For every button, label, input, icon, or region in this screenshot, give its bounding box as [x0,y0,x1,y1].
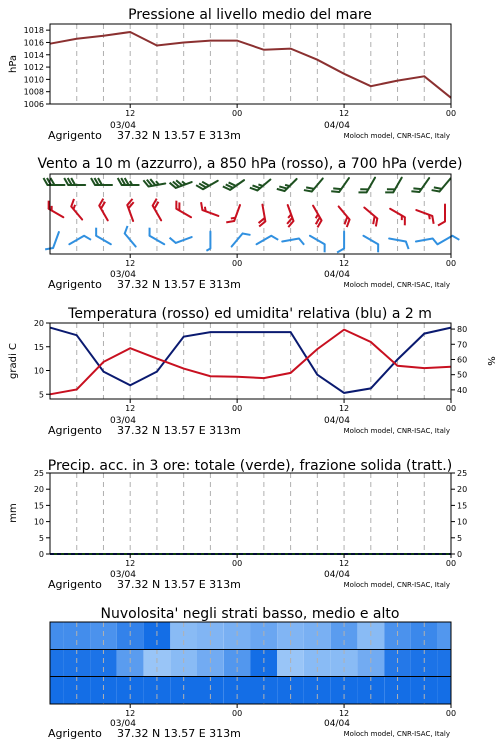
y-tick-label: 10 [33,517,44,527]
wind-coords: 37.32 N 13.57 E 313m [117,278,241,291]
humidity-y-ticks [451,325,467,395]
wind-barb-flag [321,244,328,252]
wind-date-1: 03/04 [110,270,136,280]
temperature-coords: 37.32 N 13.57 E 313m [117,424,241,437]
wind-barb [414,210,436,224]
y-tick-label: 1012 [23,63,44,73]
x-tick-label: 12 [125,709,136,718]
y-tick-label: 1018 [23,26,44,36]
wind-barb-flag [45,246,53,252]
wind-barb [438,234,460,251]
wind-barb [143,177,165,188]
wind-barb [199,202,221,216]
pressure-location: Agrigento [48,129,102,142]
y-tick-label: 5 [38,390,44,400]
wind-barb-flag [170,236,176,244]
wind-barb [97,199,114,221]
wind-barb-flag [122,226,130,234]
wind-barb [307,206,324,228]
wind-barb [331,174,349,195]
wind-barb-flag [438,222,445,226]
cloud-cell [438,677,451,704]
wind-barb [223,174,244,192]
wind-barb [416,238,438,249]
temperature-series-line [50,330,451,395]
temperature-title: Temperatura (rosso) ed umidita' relativa (blu) a 2 m [68,306,432,322]
wind-barb [196,175,218,192]
precipitation-credit: Moloch model, CNR-ISAC, Italy [343,581,450,589]
y-tick-label: 15 [33,342,44,352]
x-tick-label: 00 [445,404,457,413]
pressure-x-ticks [125,104,456,118]
wind-barb [170,231,192,245]
precipitation-location: Agrigento [48,578,102,591]
wind-barb [282,238,304,249]
precipitation-y-ticks-right [451,469,467,559]
wind-barb [304,174,323,195]
cloud-title: Nuvolosita' negli strati basso, medio e alto [100,606,400,622]
y-tick-label: 5 [457,533,463,543]
wind-barb-flag [299,238,304,246]
wind-barb [432,174,451,195]
x-tick-label: 00 [232,404,243,413]
wind-barb-flag [452,234,459,242]
humidity-y-label: % [485,356,496,366]
x-tick-label: 00 [232,259,243,268]
precipitation-grid [77,473,425,554]
x-tick-label: 12 [338,709,350,718]
wind-location: Agrigento [48,278,102,291]
wind-barb [151,199,168,221]
wind-barb [69,234,91,251]
x-tick-label: 12 [338,559,350,568]
wind-barb [256,205,267,227]
wind-barb-shaft [53,232,59,248]
y-tick-label: 1010 [23,75,44,85]
wind-panel [37,156,462,291]
wind-barb [45,230,59,252]
temperature-x-ticks [125,399,456,413]
precipitation-date-1: 03/04 [110,570,136,580]
y-tick-label: 70 [457,340,468,350]
y-tick-label: 5 [38,533,44,543]
wind-barb-flag [271,234,278,242]
y-tick-label: 20 [457,485,468,495]
cloud-cell [50,649,63,676]
pressure-series-line [50,32,451,98]
precipitation-date-2: 04/04 [324,570,350,580]
wind-barb-flag [84,234,91,242]
wind-barb [411,174,429,195]
pressure-y-label: hPa [8,54,19,74]
y-tick-label: 1014 [23,50,44,60]
wind-barb [126,199,140,221]
wind-barb-shaft [438,236,453,245]
wind-barb [44,178,65,185]
wind-barb-half-flag [206,249,210,251]
wind-barb-flag [93,228,100,236]
temperature-y-label: gradi C [8,343,19,379]
wind-barbs [44,174,460,253]
pressure-frame [50,24,451,104]
wind-title: Vento a 10 m (azzurro), a 850 hPa (rosso), a 700 hPa (verde) [37,156,463,172]
x-tick-label: 12 [125,559,136,568]
wind-barb [388,239,410,250]
y-tick-label: 10 [33,366,44,376]
y-tick-label: 25 [457,469,468,478]
wind-barb [226,203,240,225]
wind-barb [438,205,445,226]
wind-barb [91,178,112,185]
y-tick-label: 15 [457,501,468,511]
wind-barb [206,232,210,251]
x-tick-label: 00 [232,109,243,118]
cloud-date-1: 03/04 [110,719,136,729]
cloud-cell [50,622,63,649]
x-tick-label: 12 [338,109,350,118]
x-tick-label: 00 [445,709,457,718]
temperature-date-2: 04/04 [324,416,350,426]
pressure-title: Pressione al livello medio del mare [128,7,372,23]
wind-date-2: 04/04 [324,270,350,280]
wind-barb [277,174,297,194]
cloud-cell [438,622,451,649]
wind-barb-flag [146,228,153,236]
precipitation-panel [8,458,467,591]
y-tick-label: 0 [457,550,463,559]
temperature-panel [8,306,496,437]
wind-barb [281,205,295,227]
x-tick-label: 00 [445,559,457,568]
wind-barb-shaft [125,233,136,246]
y-tick-label: 60 [457,355,468,365]
wind-barb [118,178,139,185]
y-tick-label: 1006 [23,100,44,109]
cloud-cells [50,622,451,704]
cloud-coords: 37.32 N 13.57 E 313m [117,727,241,740]
wind-barb-flag [337,249,344,253]
wind-barb [360,208,381,227]
wind-barb [45,201,67,218]
y-tick-label: 25 [33,469,44,478]
cloud-credit: Moloch model, CNR-ISAC, Italy [343,730,450,738]
wind-x-ticks [125,254,456,268]
wind-barb [337,232,344,253]
y-tick-label: 1008 [23,87,44,97]
cloud-cell [50,677,63,704]
wind-barb [69,199,88,220]
pressure-date-2: 04/04 [324,121,350,131]
wind-barb-flag [226,219,234,225]
wind-barb-flag [243,230,251,238]
pressure-coords: 37.32 N 13.57 E 313m [117,129,241,142]
x-tick-label: 12 [125,109,136,118]
wind-barb [122,226,141,247]
cloud-location: Agrigento [48,727,102,740]
pressure-panel [8,7,456,142]
wind-barb-shaft [232,233,243,246]
cloud-x-ticks [125,704,456,718]
x-tick-label: 00 [445,259,457,268]
y-tick-label: 20 [33,319,44,328]
cloud-panel [48,606,456,740]
precipitation-y-label: mm [8,503,19,523]
wind-barb-flag [199,202,205,210]
wind-barb [250,174,271,193]
precipitation-coords: 37.32 N 13.57 E 313m [117,578,241,591]
cloud-date-2: 04/04 [324,719,350,729]
precipitation-x-ticks [125,554,456,568]
x-tick-label: 00 [445,109,457,118]
wind-barb-flag [430,216,436,224]
x-tick-label: 12 [125,259,136,268]
x-tick-label: 12 [338,404,350,413]
temperature-location: Agrigento [48,424,102,437]
pressure-y-ticks [24,26,50,109]
wind-barb-flag [375,244,382,252]
wind-barb [257,234,279,251]
pressure-credit: Moloch model, CNR-ISAC, Italy [343,132,450,140]
pressure-date-1: 03/04 [110,121,136,131]
y-tick-label: 80 [457,325,468,335]
y-tick-label: 10 [457,517,468,527]
x-tick-label: 12 [338,259,350,268]
precipitation-y-ticks [34,469,50,559]
y-tick-label: 50 [457,370,468,380]
wind-barb [64,178,85,185]
x-tick-label: 00 [232,709,243,718]
wind-barb [385,174,402,196]
y-tick-label: 40 [457,385,468,395]
y-tick-label: 0 [38,550,44,559]
cloud-cell [438,649,451,676]
temperature-date-1: 03/04 [110,416,136,426]
x-tick-label: 00 [232,559,243,568]
temperature-y-ticks [34,319,50,399]
wind-barb [358,174,375,196]
pressure-grid [77,24,425,104]
y-tick-label: 15 [33,501,44,511]
temperature-credit: Moloch model, CNR-ISAC, Italy [343,427,450,435]
wind-barb [232,230,251,251]
wind-credit: Moloch model, CNR-ISAC, Italy [343,281,450,289]
precipitation-title: Precip. acc. in 3 ore: totale (verde), frazione solida (tratt.) [47,458,453,474]
wind-barb [333,206,352,227]
wind-barb-flag [405,241,410,249]
y-tick-label: 20 [33,485,44,495]
y-tick-label: 1016 [23,38,44,48]
wind-barb [170,176,192,190]
precipitation-frame [50,473,451,554]
x-tick-label: 12 [125,404,136,413]
